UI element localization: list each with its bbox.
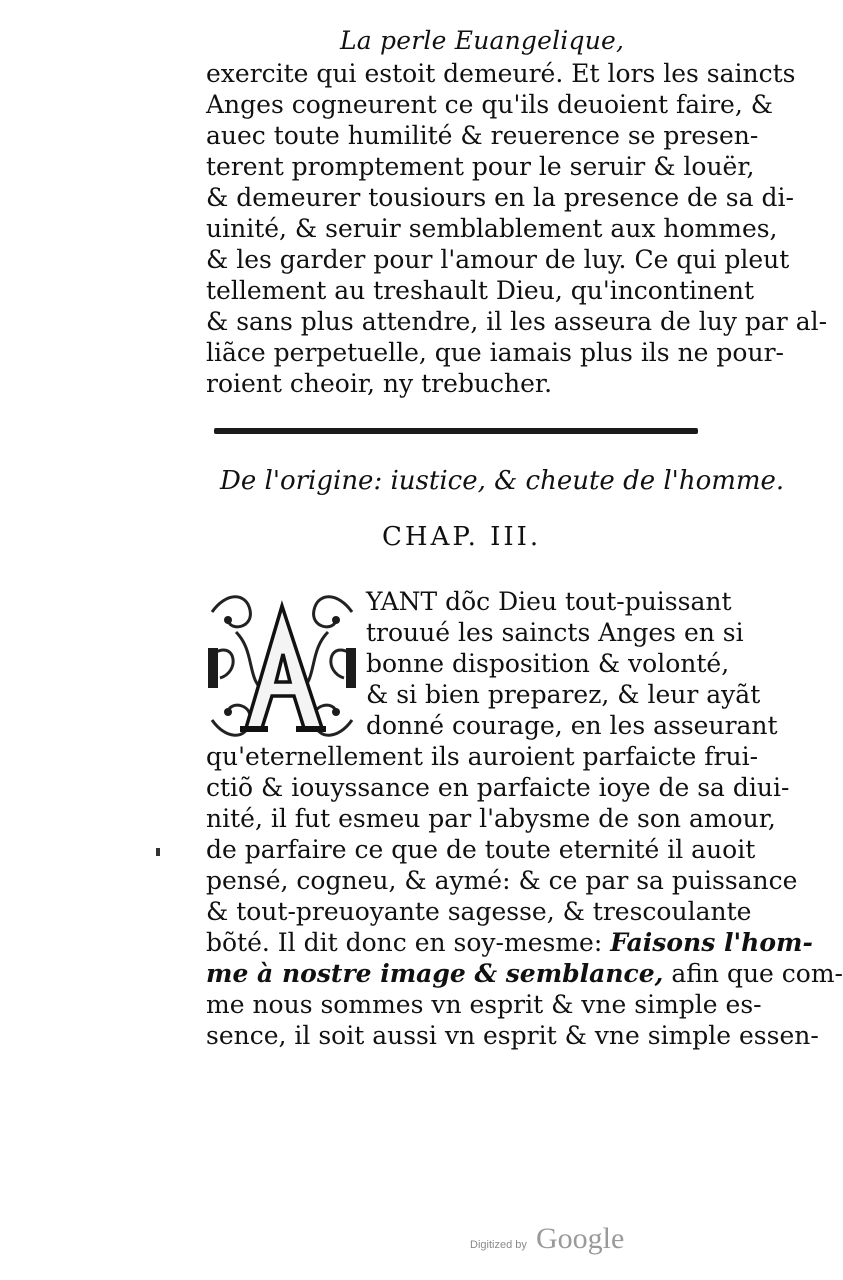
digitized-watermark bbox=[470, 1222, 624, 1256]
ornament-initial-icon bbox=[206, 592, 358, 740]
watermark-small-text: Digitized by bbox=[470, 1239, 527, 1251]
text-line: pensé, cogneu, & aymé: & ce par sa puissance bbox=[206, 866, 798, 895]
text-line bbox=[206, 927, 813, 958]
text-line: YANT dõc Dieu tout-puissant bbox=[366, 587, 732, 616]
text-line: auec toute humilité & reuerence se presen- bbox=[206, 121, 759, 150]
section-rule bbox=[214, 428, 698, 434]
chapter-number: CHAP. III. bbox=[382, 522, 542, 552]
text-line: terent promptement pour le seruir & louër, bbox=[206, 152, 755, 181]
italic-quote: Faisons l'hom- bbox=[610, 928, 813, 957]
text-line: roient cheoir, ny trebucher. bbox=[206, 369, 553, 398]
text-run: afin que com- bbox=[671, 959, 843, 988]
text-run: bõté. Il dit donc en soy-mesme: bbox=[206, 928, 603, 957]
text-line: & si bien preparez, & leur ayãt bbox=[366, 680, 761, 709]
text-line: tellement au treshault Dieu, qu'incontinent bbox=[206, 276, 755, 305]
text-line: bonne disposition & volonté, bbox=[366, 649, 730, 678]
text-line: Anges cogneurent ce qu'ils deuoient faire, & bbox=[206, 90, 773, 119]
watermark-logo-text: Google bbox=[535, 1222, 625, 1255]
text-line: uinité, & seruir semblablement aux hommes, bbox=[206, 214, 778, 243]
text-line: donné courage, en les asseurant bbox=[366, 711, 778, 740]
text-line: nité, il fut esmeu par l'abysme de son amour, bbox=[206, 804, 776, 833]
running-head: La perle Euangelique, bbox=[340, 26, 625, 55]
text-line: de parfaire ce que de toute eternité il auoit bbox=[206, 835, 756, 864]
chapter-title: De l'origine: iustice, & cheute de l'homme. bbox=[220, 466, 785, 496]
text-line: trouué les saincts Anges en si bbox=[366, 618, 744, 647]
italic-quote: me à nostre image & semblance, bbox=[206, 959, 664, 988]
text-line: & tout-preuoyante sagesse, & trescoulante bbox=[206, 897, 752, 926]
text-line: me nous sommes vn esprit & vne simple es- bbox=[206, 990, 762, 1019]
decorated-initial bbox=[206, 592, 358, 740]
text-line: & les garder pour l'amour de luy. Ce qui pleut bbox=[206, 245, 790, 274]
text-line: exercite qui estoit demeuré. Et lors les saincts bbox=[206, 59, 796, 88]
text-line: ctiõ & iouyssance en parfaicte ioye de sa diui- bbox=[206, 773, 790, 802]
text-line bbox=[206, 958, 843, 989]
text-line: qu'eternellement ils auroient parfaicte frui- bbox=[206, 742, 759, 771]
text-line: & sans plus attendre, il les asseura de luy par al- bbox=[206, 307, 828, 336]
text-line: sence, il soit aussi vn esprit & vne simple essen- bbox=[206, 1021, 819, 1050]
text-line: & demeurer tousiours en la presence de sa di- bbox=[206, 183, 794, 212]
margin-mark bbox=[156, 848, 160, 856]
text-line: liãce perpetuelle, que iamais plus ils ne pour- bbox=[206, 338, 784, 367]
